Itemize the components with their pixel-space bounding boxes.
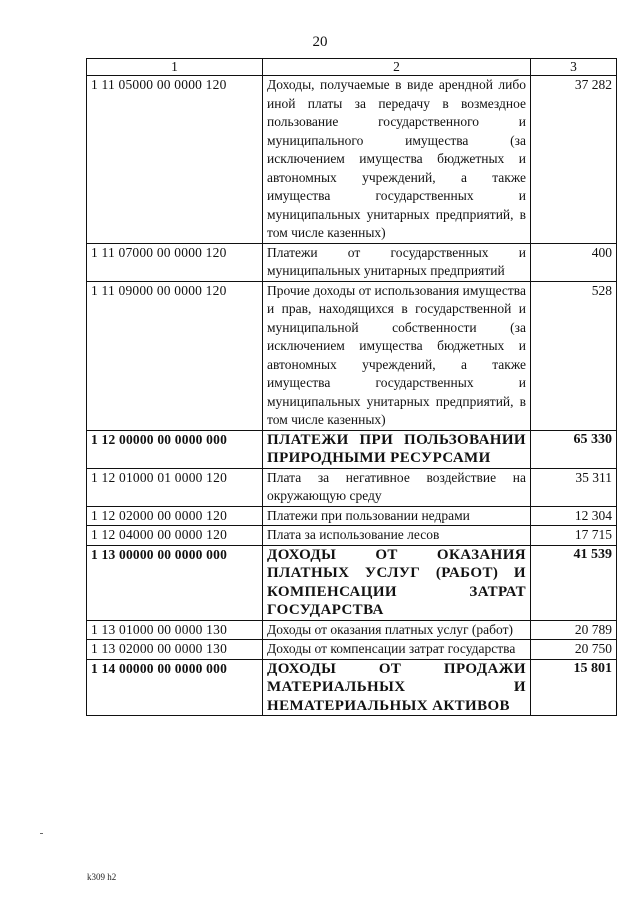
row-amount-cell: 17 715 <box>531 526 617 546</box>
row-name-cell: Платежи при пользовании недрами <box>263 506 531 526</box>
row-code-cell: 1 13 01000 00 0000 130 <box>87 620 263 640</box>
row-amount-cell: 41 539 <box>531 545 617 620</box>
page-number: 20 <box>312 34 328 50</box>
row-name-cell: ПЛАТЕЖИ ПРИ ПОЛЬЗОВАНИИ ПРИРОДНЫМИ РЕСУРСАМИ <box>263 430 531 468</box>
table-row <box>87 620 617 640</box>
row-code-cell: 1 11 07000 00 0000 120 <box>87 243 263 281</box>
row-amount-cell: 35 311 <box>531 468 617 506</box>
row-code-cell: 1 13 02000 00 0000 130 <box>87 640 263 660</box>
table-header-row <box>87 59 617 76</box>
table-row <box>87 430 617 468</box>
table-row <box>87 659 617 716</box>
row-code-cell: 1 12 01000 01 0000 120 <box>87 468 263 506</box>
row-name-cell: ДОХОДЫ ОТ ОКАЗАНИЯ ПЛАТНЫХ УСЛУГ (РАБОТ) И КОМПЕНСАЦИИ ЗАТРАТ ГОСУДАРСТВА <box>263 545 531 620</box>
row-amount-cell: 65 330 <box>531 430 617 468</box>
row-code-cell: 1 12 02000 00 0000 120 <box>87 506 263 526</box>
row-amount-cell: 20 750 <box>531 640 617 660</box>
table-row <box>87 468 617 506</box>
column-header-code: 1 <box>87 59 263 76</box>
row-name-cell: Доходы от компенсации затрат государства <box>263 640 531 660</box>
scan-mark <box>40 833 43 834</box>
table-row <box>87 281 617 430</box>
row-code-cell: 1 11 05000 00 0000 120 <box>87 76 263 244</box>
table-row <box>87 243 617 281</box>
row-name-cell: Платежи от государственных и муниципальных унитарных предприятий <box>263 243 531 281</box>
row-name-cell: Прочие доходы от использования имущества и прав, находящихся в государственной и муниципальной собственности (за исключением имущества бюджетных и автономных учреждений, а также имущества государственных и муниципальных унитарных предприятий, в том числе казенных) <box>263 281 531 430</box>
row-name-cell: Плата за использование лесов <box>263 526 531 546</box>
table-row <box>87 640 617 660</box>
footer-code: k309 h2 <box>87 872 117 882</box>
row-code-cell: 1 12 00000 00 0000 000 <box>87 430 263 468</box>
row-name-cell: Плата за негативное воздействие на окружающую среду <box>263 468 531 506</box>
table-row <box>87 76 617 244</box>
table-row <box>87 526 617 546</box>
table-row <box>87 506 617 526</box>
row-amount-cell: 15 801 <box>531 659 617 716</box>
row-name-cell: ДОХОДЫ ОТ ПРОДАЖИ МАТЕРИАЛЬНЫХ И НЕМАТЕРИАЛЬНЫХ АКТИВОВ <box>263 659 531 716</box>
table-row <box>87 545 617 620</box>
row-code-cell: 1 13 00000 00 0000 000 <box>87 545 263 620</box>
column-header-name: 2 <box>263 59 531 76</box>
row-amount-cell: 528 <box>531 281 617 430</box>
revenue-table <box>86 58 617 716</box>
row-amount-cell: 20 789 <box>531 620 617 640</box>
row-code-cell: 1 11 09000 00 0000 120 <box>87 281 263 430</box>
row-amount-cell: 400 <box>531 243 617 281</box>
row-name-cell: Доходы от оказания платных услуг (работ) <box>263 620 531 640</box>
column-header-amount: 3 <box>531 59 617 76</box>
row-name-cell: Доходы, получаемые в виде арендной либо иной платы за передачу в возмездное пользование государственного и муниципального имущества (за исключением имущества бюджетных и автономных учреждений, а также имущества государственных и муниципальных унитарных предприятий, в том числе казенных) <box>263 76 531 244</box>
row-amount-cell: 37 282 <box>531 76 617 244</box>
row-code-cell: 1 12 04000 00 0000 120 <box>87 526 263 546</box>
row-amount-cell: 12 304 <box>531 506 617 526</box>
row-code-cell: 1 14 00000 00 0000 000 <box>87 659 263 716</box>
table-body <box>87 76 617 716</box>
